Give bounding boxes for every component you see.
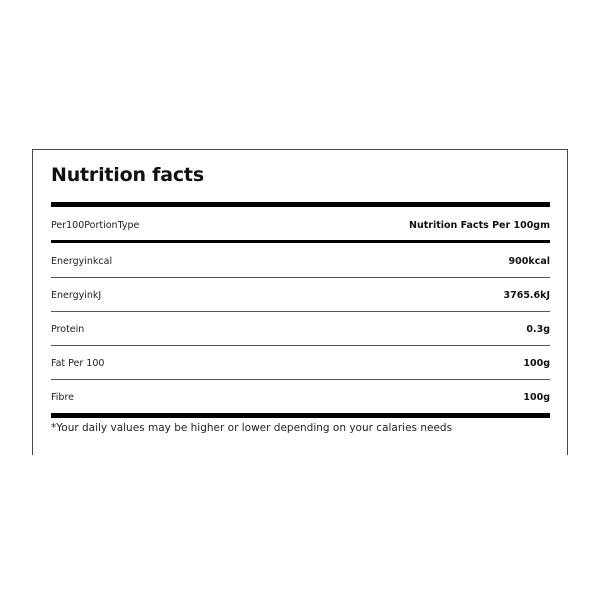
nutrition-title: Nutrition facts — [51, 164, 204, 186]
nutrient-value: 100g — [523, 357, 550, 369]
nutrient-value: 900kcal — [508, 255, 550, 267]
row-divider — [51, 379, 550, 380]
top-thick-divider — [51, 202, 550, 207]
nutrient-value: 3765.6kJ — [503, 289, 550, 301]
nutrient-value: 0.3g — [526, 323, 550, 335]
portion-type-label: Per100PortionType — [51, 219, 140, 231]
nutrient-label: Fibre — [51, 391, 74, 403]
nutrition-facts-panel — [32, 149, 568, 455]
nutrient-label: Energyinkcal — [51, 255, 113, 267]
nutrient-label: Protein — [51, 323, 85, 335]
nutrient-row-protein — [51, 319, 550, 339]
header-divider — [51, 240, 550, 243]
nutrient-row-energy-kj — [51, 285, 550, 305]
nutrient-label: EnergyinkJ — [51, 289, 102, 301]
nutrient-label: Fat Per 100 — [51, 357, 105, 369]
row-divider — [51, 277, 550, 278]
bottom-thick-divider — [51, 413, 550, 418]
row-divider — [51, 345, 550, 346]
row-divider — [51, 311, 550, 312]
nutrient-value: 100g — [523, 391, 550, 403]
portion-type-row — [51, 215, 550, 235]
nutrient-row-fat — [51, 353, 550, 373]
nutrient-row-energy-kcal — [51, 251, 550, 271]
nutrient-row-fibre — [51, 387, 550, 407]
daily-values-footnote: *Your daily values may be higher or lower depending on your calaries needs — [51, 422, 453, 434]
portion-type-value: Nutrition Facts Per 100gm — [409, 219, 550, 231]
